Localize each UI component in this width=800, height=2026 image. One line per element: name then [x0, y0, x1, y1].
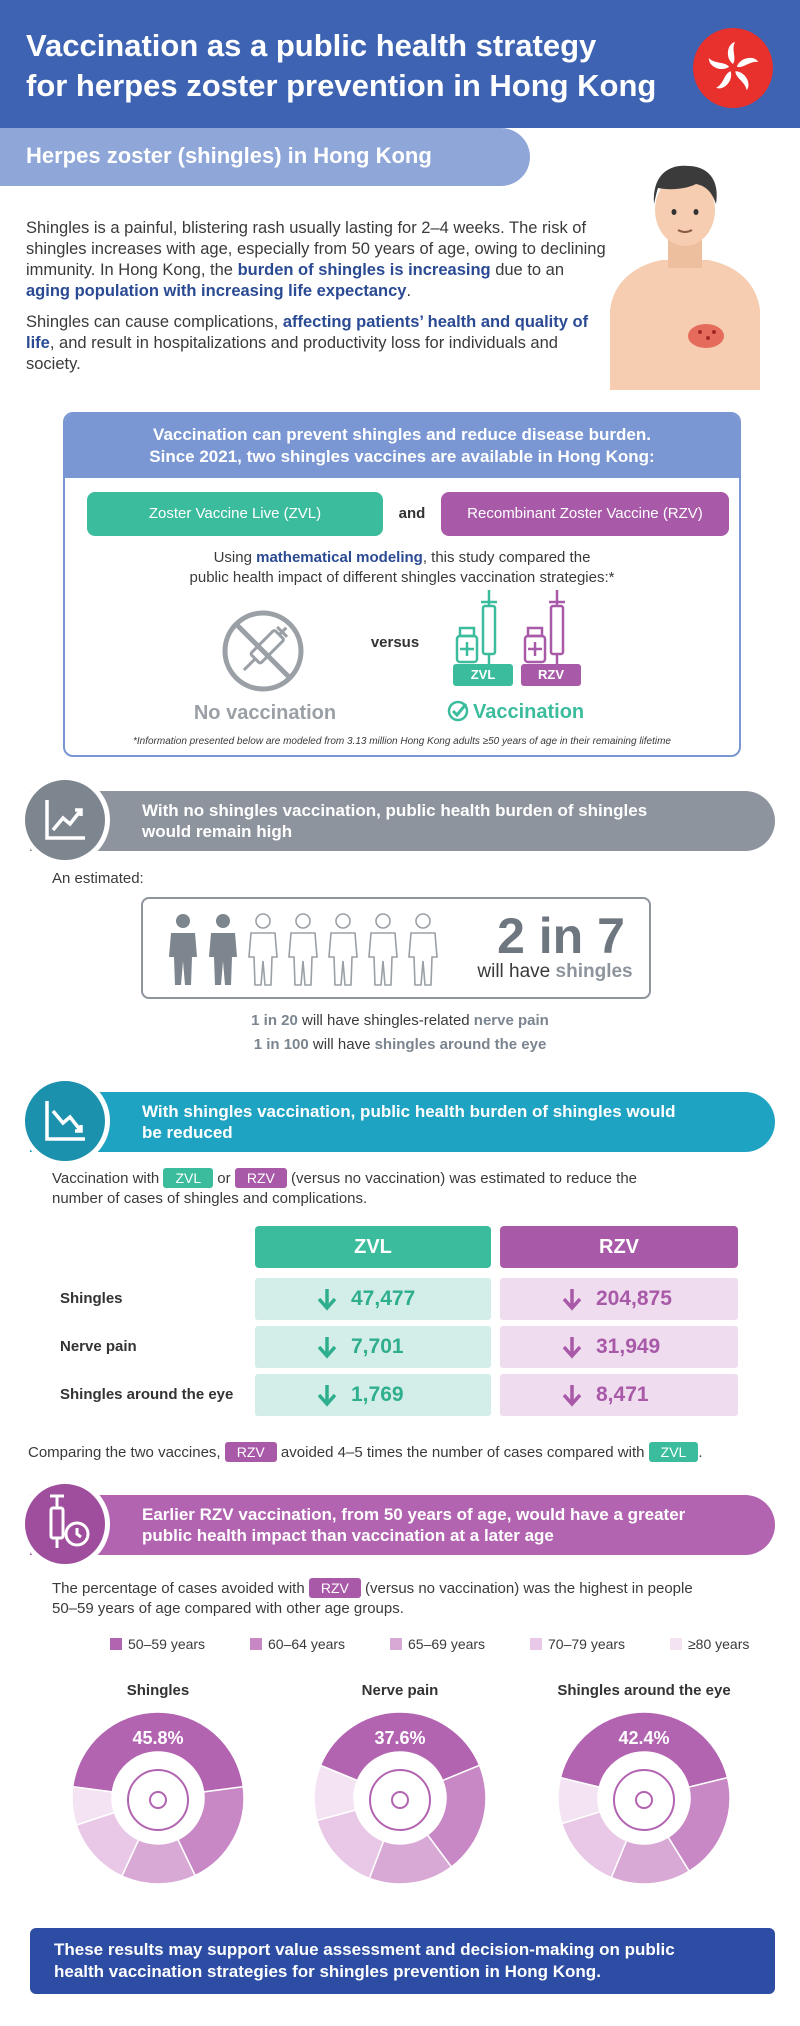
zvl-vaccine-pill: Zoster Vaccine Live (ZVL) [87, 492, 383, 536]
donut-center-icon [128, 1770, 188, 1830]
versus-label: versus [370, 634, 420, 651]
rzv-tag: RZV [235, 1168, 287, 1188]
vaccination-label: Vaccination [447, 700, 627, 724]
legend-item: 70–79 years [530, 1636, 625, 1652]
vaccine-comparison-text: Comparing the two vaccines, RZV avoided 4–5 times the number of cases compared with ZVL . [28, 1444, 703, 1461]
section-3-title: With shingles vaccination, public health burden of shingles would be reduced [142, 1102, 676, 1142]
title-line-1: Vaccination as a public health strategy [26, 28, 597, 63]
table-cell-zvl: 47,477 [255, 1278, 491, 1320]
donut-title-shingles: Shingles [126, 1682, 190, 1699]
big-stat: 2 in 7 [497, 908, 625, 964]
person-outline-icon [249, 914, 277, 985]
down-arrow-icon [562, 1383, 582, 1407]
legend-item: ≥80 years [670, 1636, 749, 1652]
person-filled-icon [209, 914, 237, 985]
zvl-tag: ZVL [649, 1442, 699, 1462]
title-line-2: for herpes zoster prevention in Hong Kong [26, 68, 657, 103]
rzv-tag: RZV [225, 1442, 277, 1462]
section-2-title: With no shingles vaccination, public health burden of shingles would remain high [142, 801, 648, 841]
vaccine-box-header-line-1: Vaccination can prevent shingles and reduce disease burden. [153, 425, 651, 444]
rzv-tag: RZV [521, 664, 581, 686]
eye-shingles-stat: 1 in 100 will have shingles around the eye [253, 1036, 547, 1053]
modeling-description: Using mathematical modeling, this study compared the public health impact of different shingles vaccination strategies:* [189, 549, 615, 586]
row-label-shingles: Shingles [60, 1290, 123, 1307]
donut-title-nerve-pain: Nerve pain [361, 1682, 439, 1699]
people-stat-box [141, 897, 651, 999]
down-arrow-icon [562, 1287, 582, 1311]
person-filled-icon [169, 914, 197, 985]
row-label-shingles-eye: Shingles around the eye [60, 1386, 234, 1403]
intro-paragraph-1: Shingles is a painful, blistering rash usually lasting for 2–4 weeks. The risk of shingles increases with age, especially from 50 years of age, owing to declining immunity. In Hong Kong, the burden of shingles is increasing due to an aging population with increasing life expectancy. [26, 219, 606, 300]
header-banner [0, 0, 800, 128]
vaccine-comparison-box [63, 412, 741, 757]
vaccine-box-header-line-2: Since 2021, two shingles vaccines are available in Hong Kong: [149, 447, 655, 466]
down-arrow-icon [317, 1287, 337, 1311]
section-1-title: Herpes zoster (shingles) in Hong Kong [26, 143, 432, 168]
intro-paragraph-2: Shingles can cause complications, affecting patients’ health and quality of life, and result in hospitalizations and productivity loss for individuals and society. [26, 313, 589, 373]
zvl-tag: ZVL [453, 664, 513, 686]
table-cell-rzv: 8,471 [500, 1374, 738, 1416]
section-4-intro: The percentage of cases avoided with RZV (versus no vaccination) was the highest in people 50–59 years of age compared with other age groups. [52, 1580, 693, 1617]
page-title [26, 26, 686, 106]
donut-label-eye: 42.4% [618, 1728, 670, 1748]
trend-up-chart-icon [20, 775, 110, 865]
vaccine-box-header [65, 414, 739, 478]
people-icons [163, 913, 453, 987]
rzv-tag: RZV [309, 1578, 361, 1598]
zvl-tag: ZVL [163, 1168, 213, 1188]
person-outline-icon [289, 914, 317, 985]
donut-slice-4 [317, 1810, 384, 1878]
conclusion-text: These results may support value assessment and decision-making on public health vaccination strategies for shingles prevention in Hong Kong. [54, 1940, 675, 1981]
section-4-title: Earlier RZV vaccination, from 50 years of age, would have a greater public health impact than vaccination at a later age [142, 1505, 686, 1545]
table-cell-rzv: 31,949 [500, 1326, 738, 1368]
age-legend [110, 1636, 750, 1658]
down-arrow-icon [562, 1335, 582, 1359]
hong-kong-emblem-icon [693, 28, 773, 108]
nerve-pain-stat: 1 in 20 will have shingles-related nerve pain [251, 1012, 549, 1029]
legend-item: 50–59 years [110, 1636, 205, 1652]
section-3-intro: Vaccination with ZVL or RZV (versus no vaccination) was estimated to reduce the number of cases of shingles and complications. [52, 1170, 637, 1207]
donut-center-icon [614, 1770, 674, 1830]
down-arrow-icon [317, 1335, 337, 1359]
person-outline-icon [369, 914, 397, 985]
legend-item: 65–69 years [390, 1636, 485, 1652]
donut-label-nerve-pain: 37.6% [374, 1728, 426, 1748]
section-3-banner [30, 1092, 775, 1152]
and-label: and [398, 505, 426, 522]
table-cell-rzv: 204,875 [500, 1278, 738, 1320]
zvl-column-header: ZVL [255, 1226, 491, 1268]
rzv-vaccine-pill: Recombinant Zoster Vaccine (RZV) [441, 492, 729, 536]
conclusion-footer [30, 1928, 775, 1994]
trend-down-chart-icon [20, 1076, 110, 1166]
syringe-clock-icon [20, 1479, 110, 1569]
big-stat-caption: will have shingles [477, 961, 633, 982]
section-4-banner [30, 1495, 775, 1555]
donut-label-shingles: 45.8% [132, 1728, 184, 1748]
donut-center-icon [370, 1770, 430, 1830]
estimated-label: An estimated: [52, 870, 144, 887]
legend-item: 60–64 years [250, 1636, 345, 1652]
table-cell-zvl: 7,701 [255, 1326, 491, 1368]
section-1-banner [0, 128, 530, 186]
patient-with-rash-icon [610, 160, 760, 390]
section-2-banner [30, 791, 775, 851]
person-outline-icon [329, 914, 357, 985]
down-arrow-icon [317, 1383, 337, 1407]
rzv-column-header: RZV [500, 1226, 738, 1268]
no-vaccination-label: No vaccination [193, 702, 337, 724]
no-vaccination-icon [220, 608, 306, 694]
row-label-nerve-pain: Nerve pain [60, 1338, 137, 1355]
check-circle-icon [447, 700, 469, 722]
person-outline-icon [409, 914, 437, 985]
footnote: *Information presented below are modeled from 3.13 million Hong Kong adults ≥50 years of age in their remaining lifetime [132, 736, 671, 747]
table-cell-zvl: 1,769 [255, 1374, 491, 1416]
donut-title-eye: Shingles around the eye [557, 1682, 731, 1699]
